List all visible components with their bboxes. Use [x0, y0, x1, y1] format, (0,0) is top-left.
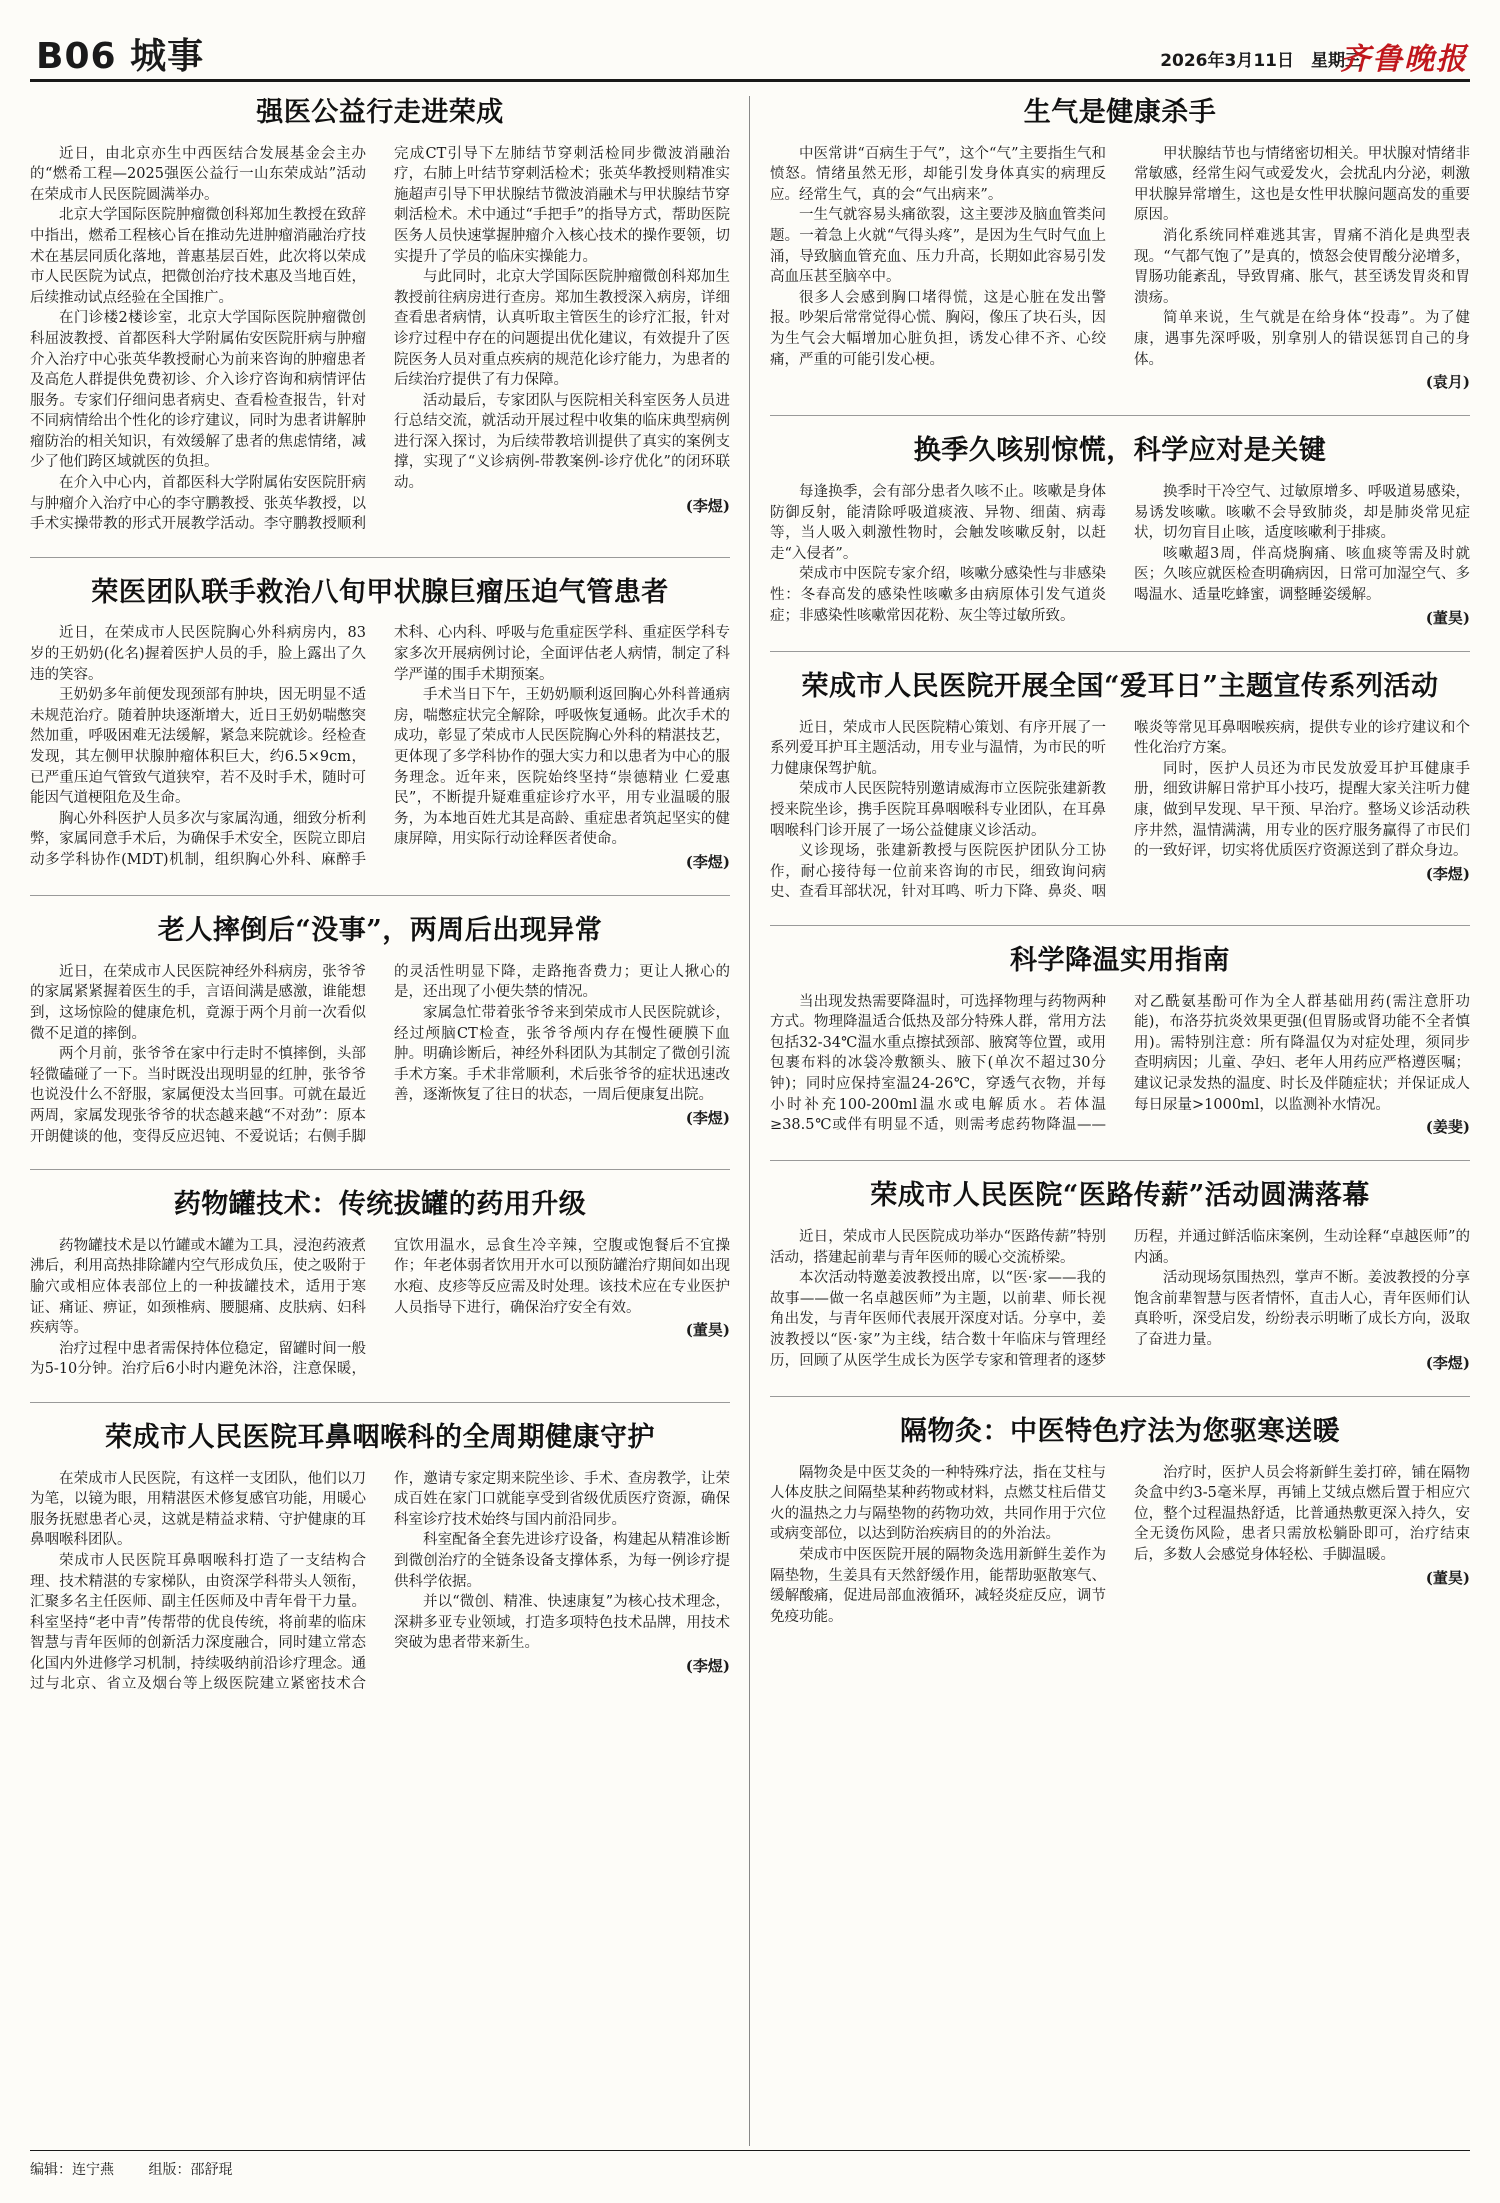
article-byline: (董昊) [685, 1321, 730, 1340]
article-divider [30, 557, 730, 558]
article-paragraph: 荣成市中医院专家介绍，咳嗽分感染性与非感染性：冬春高发的感染性咳嗽多由病原体引发气道炎症；非感染性咳嗽常因花粉、灰尘等过敏所致。 [770, 566, 1106, 624]
article-headline: 隔物灸：中医特色疗法为您驱寒送暖 [900, 1415, 1340, 1447]
article-paragraph: 一生气就容易头痛欲裂，这主要涉及脑血管类问题。一着急上火就“气得头疼”，是因为生气时气血上涌，导致脑血管充血、压力升高，长期如此容易引发高血压甚至脑卒中。 [770, 207, 1106, 286]
article-body [770, 482, 1470, 629]
article-paragraph: 荣成市人民医院特别邀请威海市立医院张建新教授来院坐诊，携手医院耳鼻咽喉科专业团队，在耳鼻咽喉科门诊开展了一场公益健康义诊活动。 [770, 781, 1106, 839]
article-body [30, 623, 730, 873]
article-byline: (李煜) [1425, 1353, 1470, 1372]
article-paragraph: 与此同时，北京大学国际医院肿瘤微创科郑加生教授前往病房进行查房。郑加生教授深入病房，详细查看患者病情，认真听取主管医生的诊疗汇报，针对诊疗过程中存在的问题提出优化建议，有效提升了医院医务人员对重点疾病的规范化诊疗能力，为患者的后续治疗提供了有力保障。 [394, 269, 730, 389]
article-body [30, 1469, 730, 1695]
article [770, 434, 1470, 629]
article-body [30, 1236, 730, 1380]
article [30, 96, 730, 535]
section-title: B06 城事 [36, 36, 205, 77]
article-paragraph: 很多人会感到胸口堵得慌，这是心脏在发出警报。吵架后常常觉得心慌、胸闷，像压了块石头，因为生气会大幅增加心脏负担，诱发心律不齐、心绞痛，严重的可能引发心梗。 [770, 289, 1106, 368]
masthead [30, 22, 1470, 82]
article-paragraph: 荣成市人民医院耳鼻咽喉科打造了一支结构合理、技术精湛的专家梯队，由资深学科带头人领衔，汇聚多名主任医师、副主任医师及中青年骨干力量。科室坚持“老中青”传帮带的优良传统，将前辈的临床智慧与青年医师的创新活力深度融合，同时建立常态化国内外进修学习机制，持续吸纳前沿诊疗理念。通过与北京、省立及烟台等上级医院建立紧密技术合作，邀请专家定期来院坐诊、手术、查房教学，让荣成百姓在家门口就能享受到省级优质医疗资源，确保科室诊疗技术始终与国内前沿同步。 [30, 1470, 730, 1693]
article-headline: 荣成市人民医院“医路传薪”活动圆满落幕 [870, 1180, 1370, 1212]
article-byline: (李煜) [685, 1656, 730, 1675]
article-byline: (李煜) [685, 852, 730, 871]
article [770, 1179, 1470, 1374]
article-byline: (李煜) [685, 496, 730, 515]
article [770, 944, 1470, 1139]
article-paragraph: 在门诊楼2楼诊室，北京大学国际医院肿瘤微创科屈波教授、首都医科大学附属佑安医院肝病与肿瘤介入治疗中心张英华教授耐心为前来咨询的肿瘤患者及高危人群提供免费初诊、介入诊疗咨询和病情评估服务。专家们仔细问患者病史、查看检查报告，针对不同病情给出个性化的诊疗建议，同时为患者讲解肿瘤防治的相关知识，有效缓解了患者的焦虑情绪，减少了他们跨区域就医的负担。 [30, 310, 366, 471]
article-body [770, 718, 1470, 903]
article-paragraph: 两个月前，张爷爷在家中行走时不慎摔倒，头部轻微磕碰了一下。当时既没出现明显的红肿，张爷爷也说没什么不舒服，家属便没太当回事。可就在最近两周，家属发现张爷爷的状态越来越“不对劲”：原本开朗健谈的他，变得反应迟钝、不爱说话；右侧手脚的灵活性明显下降，走路拖沓费力；更让人揪心的是，还出现了小便失禁的情况。 [30, 963, 730, 1145]
article-paragraph: 简单来说，生气就是在给身体“投毒”。为了健康，遇事先深呼吸，别拿别人的错误惩罚自己的身体。 [1134, 310, 1470, 368]
newspaper-logo: 齐鲁晚报 [1340, 42, 1468, 77]
article-headline: 荣成市人民医院耳鼻咽喉科的全周期健康守护 [105, 1421, 655, 1453]
page-footer [30, 2150, 1470, 2179]
article-paragraph: 甲状腺结节也与情绪密切相关。甲状腺对情绪非常敏感，经常生闷气或爱发火，会扰乱内分泌，刺激甲状腺异常增生，这也是女性甲状腺问题高发的重要原因。 [1134, 145, 1470, 224]
article-byline: (李煜) [1425, 864, 1470, 883]
article-body [30, 144, 730, 535]
article-paragraph: 近日，荣成市人民医院精心策划、有序开展了一系列爱耳护耳主题活动，用专业与温情，为市民的听力健康保驾护航。 [770, 719, 1106, 777]
article-byline: (袁月) [1425, 373, 1470, 392]
article-body [770, 1227, 1470, 1374]
article-paragraph: 每逢换季，会有部分患者久咳不止。咳嗽是身体防御反射，能清除呼吸道痰液、异物、细菌、病毒等，当人吸入刺激性物时，会触发咳嗽反射，以赶走“入侵者”。 [770, 484, 1106, 562]
article-headline: 药物罐技术：传统拔罐的药用升级 [173, 1189, 587, 1221]
article-byline: (李煜) [685, 1108, 730, 1127]
article-headline: 荣医团队联手救治八旬甲状腺巨瘤压迫气管患者 [91, 576, 669, 608]
article [30, 576, 730, 873]
article [770, 670, 1470, 903]
article-body [770, 1463, 1470, 1628]
article-paragraph: 胸心外科医护人员多次与家属沟通，细致分析利弊，家属同意手术后，为确保手术安全，医院立即启动多学科协作(MDT)机制，组织胸心外科、麻醉手术科、心内科、呼吸与危重症医学科、重症医学科专家多次开展病例讨论，全面评估老人病情，制定了科学严谨的围手术期预案。 [30, 625, 730, 868]
article [770, 1415, 1470, 1627]
article-headline: 老人摔倒后“没事”，两周后出现异常 [157, 915, 603, 947]
article-divider [770, 1396, 1470, 1397]
article-headline: 荣成市人民医院开展全国“爱耳日”主题宣传系列活动 [801, 670, 1439, 702]
article-paragraph: 在介入中心内，首都医科大学附属佑安医院肝病与肿瘤介入治疗中心的李守鹏教授、张英华教授，以手术实操带教的形式开展教学活动。李守鹏教授顺利完成CT引导下左肺结节穿刺活检同步微波消融治疗，右肺上叶结节穿刺活检术；张英华教授则精准实施超声引导下甲状腺结节微波消融术与甲状腺结节穿刺活检术。术中通过“手把手”的指导方式，帮助医院医务人员快速掌握肿瘤介入核心技术的操作要领，切实提升了学员的临床实操能力。 [30, 145, 730, 533]
article-divider [770, 651, 1470, 652]
article-paragraph: 活动最后，专家团队与医院相关科室医务人员进行总结交流，就活动开展过程中收集的临床典型病例进行深入探讨，为后续带教培训提供了真实的案例支撑，实现了“义诊病例-带教案例-诊疗优化”的闭环联动。 [394, 392, 730, 491]
article-paragraph: 咳嗽超3周，伴高烧胸痛、咳血痰等需及时就医；久咳应就医检查明确病因，日常可加湿空气、多喝温水、适量吃蜂蜜，调整睡姿缓解。 [1134, 545, 1470, 604]
right-column [770, 96, 1470, 1649]
article-paragraph: 手术当日下午，王奶奶顺利返回胸心外科普通病房，喘憋症状完全解除，呼吸恢复通畅。此次手术的成功，彰显了荣成市人民医院胸心外科的精湛技艺，更体现了多学科协作的强大实力和以患者为中心的服务理念。近年来，医院始终坚持“崇德精业 仁爱惠民”，不断提升疑难重症诊疗水平，用专业温暖的服务，为本地百姓尤其是高龄、重症患者筑起坚实的健康屏障，用实际行动诠释医者使命。 [394, 687, 730, 848]
article-paragraph: 北京大学国际医院肿瘤微创科郑加生教授在致辞中指出，燃希工程核心旨在推动先进肿瘤消融治疗技术在基层同质化落地，普惠基层百姓，此次将以荣成市人民医院为试点，把微创治疗技术惠及当地百姓，后续推动试点经验在全国推广。 [30, 207, 366, 306]
editor-credit: 编辑：连宁燕 [30, 2162, 114, 2178]
article-headline: 换季久咳别惊慌，科学应对是关键 [913, 435, 1327, 467]
article-body [770, 992, 1470, 1139]
article-divider [770, 925, 1470, 926]
article-divider [30, 895, 730, 896]
article-divider [770, 1160, 1470, 1161]
article-byline: (董昊) [1425, 1568, 1470, 1587]
article-paragraph: 同时，医护人员还为市民发放爱耳护耳健康手册，细致讲解日常护耳小技巧，提醒大家关注听力健康，做到早发现、早干预、早治疗。整场义诊活动秩序井然，温情满满，用专业的医疗服务赢得了市民们的一致好评，切实将优质医疗资源送到了群众身边。 [1134, 760, 1470, 860]
article-paragraph: 荣成市中医医院开展的隔物灸选用新鲜生姜作为隔垫物，生姜具有天然舒缓作用，能帮助驱散寒气、缓解酸痛，促进局部血液循环，减轻炎症反应，调节免疫功能。 [770, 1546, 1106, 1625]
article-paragraph: 中医常讲“百病生于气”，这个“气”主要指生气和愤怒。情绪虽然无形，却能引发身体真实的病理反应。经常生气，真的会“气出病来”。 [770, 145, 1106, 203]
article-paragraph: 药物罐技术是以竹罐或木罐为工具，浸泡药液煮沸后，利用高热排除罐内空气形成负压，使之吸附于腧穴或相应体表部位上的一种拔罐技术，适用于寒证、痛证、痹证，如颈椎病、腰腿痛、皮肤病、妇科疾病等。 [30, 1237, 366, 1337]
article-paragraph: 治疗过程中患者需保持体位稳定，留罐时间一般为5-10分钟。治疗后6小时内避免沐浴，注意保暖，宜饮用温水，忌食生冷辛辣，空腹或饱餐后不宜操作；年老体弱者饮用开水可以预防罐治疗期间如出现水疱、皮疹等反应需及时处理。该技术应在专业医护人员指导下进行，确保治疗安全有效。 [30, 1237, 730, 1378]
article-paragraph: 科室配备全套先进诊疗设备，构建起从精准诊断到微创治疗的全链条设备支撑体系，为每一例诊疗提供科学依据。 [394, 1532, 730, 1590]
article-headline: 科学降温实用指南 [1010, 944, 1230, 976]
article-paragraph: 治疗时，医护人员会将新鲜生姜打碎，铺在隔物灸盒中约3-5毫米厚，再铺上艾绒点燃后置于相应穴位，整个过程温热舒适，比普通热敷更深入持久，安全无烫伤风险，患者只需放松躺卧即可，治疗结束后，多数人会感觉身体轻松、手脚温暖。 [1134, 1464, 1470, 1563]
article-paragraph: 本次活动特邀姜波教授出席，以“医·家——我的故事——做一名卓越医师”为主题，以前辈、师长视角出发，与青年医师代表展开深度对话。分享中，姜波教授以“医·家”为主线，结合数十年临床与管理经历，回顾了从医学生成长为医学专家和管理者的逐梦历程，并通过鲜活临床案例，生动诠释“卓越医师”的内涵。 [770, 1229, 1470, 1369]
article-body [30, 962, 730, 1147]
article-paragraph: 当出现发热需要降温时，可选择物理与药物两种方式。物理降温适合低热及部分特殊人群，常用方法包括32-34℃温水重点擦拭颈部、腋窝等位置，或用包裹布料的冰袋冷敷额头、腋下(单次不超过30分钟)；同时应保持室温24-26℃，穿透气衣物，并每小时补充100-200ml温水或电解质水。若体温≥38.5℃或伴有明显不适，则需考虑药物降温——对乙酰氨基酚可作为全人群基础用药(需注意肝功能)，布洛芬抗炎效果更强(但胃肠或肾功能不全者慎用)。需特别注意：所有降温仅为对症处理，须同步查明病因；儿童、孕妇、老年人用药应严格遵医嘱；建议记录发热的温度、时长及伴随症状；并保证成人每日尿量>1000ml，以监测补水情况。 [770, 993, 1470, 1134]
layout-credit: 组版：邵舒琨 [148, 2162, 233, 2178]
article-paragraph: 义诊现场，张建新教授与医院医护团队分工协作，耐心接待每一位前来咨询的市民，细致询问病史、查看耳部状况，针对耳鸣、听力下降、鼻炎、咽喉炎等常见耳鼻咽喉疾病，提供专业的诊疗建议和个性化治疗方案。 [770, 719, 1470, 901]
article-headline: 强医公益行走进荣成 [256, 97, 504, 128]
article-paragraph: 在荣成市人民医院，有这样一支团队，他们以刀为笔，以镜为眼，用精湛医术修复感官功能，用暖心服务抚慰患者心灵，这就是精益求精、守护健康的耳鼻咽喉科团队。 [30, 1470, 366, 1549]
article-paragraph: 隔物灸是中医艾灸的一种特殊疗法，指在艾柱与人体皮肤之间隔垫某种药物或材料，点燃艾柱后借艾火的温热之力与隔垫物的药物功效，共同作用于穴位或病变部位，以达到防治疾病目的的外治法。 [770, 1464, 1106, 1543]
article [770, 96, 1470, 393]
article-paragraph: 近日，由北京亦生中西医结合发展基金会主办的“燃希工程—2025强医公益行一山东荣成站”活动在荣成市人民医院圆满举办。 [30, 145, 366, 203]
article [30, 1421, 730, 1695]
article-body [770, 144, 1470, 394]
column-divider [749, 96, 750, 2146]
issue-date: 2026年3月11日 星期三 [1160, 51, 1362, 71]
article-byline: (姜斐) [1425, 1118, 1470, 1137]
article-paragraph: 王奶奶多年前便发现颈部有肿块，因无明显不适未规范治疗。随着肿块逐渐增大，近日王奶奶喘憋突然加重，呼吸困难无法缓解，紧急来院就诊。经检查发现，其左侧甲状腺肿瘤体积巨大，约6.5×9cm，已严重压迫气管致气道狭窄，若不及时手术，随时可能因气道梗阻危及生命。 [30, 687, 366, 807]
article-paragraph: 换季时干冷空气、过敏原增多、呼吸道易感染，易诱发咳嗽。咳嗽不会导致肺炎，却是肺炎常见症状，切勿盲目止咳，适度咳嗽利于排痰。 [1134, 484, 1470, 542]
article-divider [30, 1402, 730, 1403]
article-paragraph: 并以“微创、精准、快速康复”为核心技术理念，深耕多亚专业领域，打造多项特色技术品牌，用技术突破为患者带来新生。 [394, 1594, 730, 1652]
article-paragraph: 近日，荣成市人民医院成功举办“医路传薪”特别活动，搭建起前辈与青年医师的暖心交流桥梁。 [770, 1229, 1106, 1266]
article-paragraph: 家属急忙带着张爷爷来到荣成市人民医院就诊，经过颅脑CT检查，张爷爷颅内存在慢性硬膜下血肿。明确诊断后，神经外科团队为其制定了微创引流手术方案。手术非常顺利，术后张爷爷的症状迅速改善，逐渐恢复了往日的状态，一周后便康复出院。 [394, 1005, 730, 1104]
article-headline: 生气是健康杀手 [1023, 97, 1217, 128]
left-column [30, 96, 730, 1717]
article-byline: (董昊) [1425, 608, 1470, 627]
article-paragraph: 近日，在荣成市人民医院胸心外科病房内，83岁的王奶奶(化名)握着医护人员的手，脸上露出了久违的笑容。 [30, 625, 366, 683]
article [30, 1188, 730, 1380]
article-paragraph: 消化系统同样难逃其害，胃痛不消化是典型表现。“气都气饱了”是真的，愤怒会使胃酸分泌增多，胃肠功能紊乱，导致胃痛、胀气，甚至诱发胃炎和胃溃疡。 [1134, 228, 1470, 306]
article-paragraph: 活动现场氛围热烈，掌声不断。姜波教授的分享饱含前辈智慧与医者情怀，直击人心，青年医师们认真聆听，深受启发，纷纷表示明晰了成长方向，汲取了奋进力量。 [1134, 1270, 1470, 1349]
article [30, 914, 730, 1147]
article-divider [770, 415, 1470, 416]
article-divider [30, 1169, 730, 1170]
article-paragraph: 近日，在荣成市人民医院神经外科病房，张爷爷的家属紧紧握着医生的手，言语间满是感激，谁能想到，这场惊险的健康危机，竟源于两个月前一次看似微不足道的摔倒。 [30, 963, 366, 1042]
